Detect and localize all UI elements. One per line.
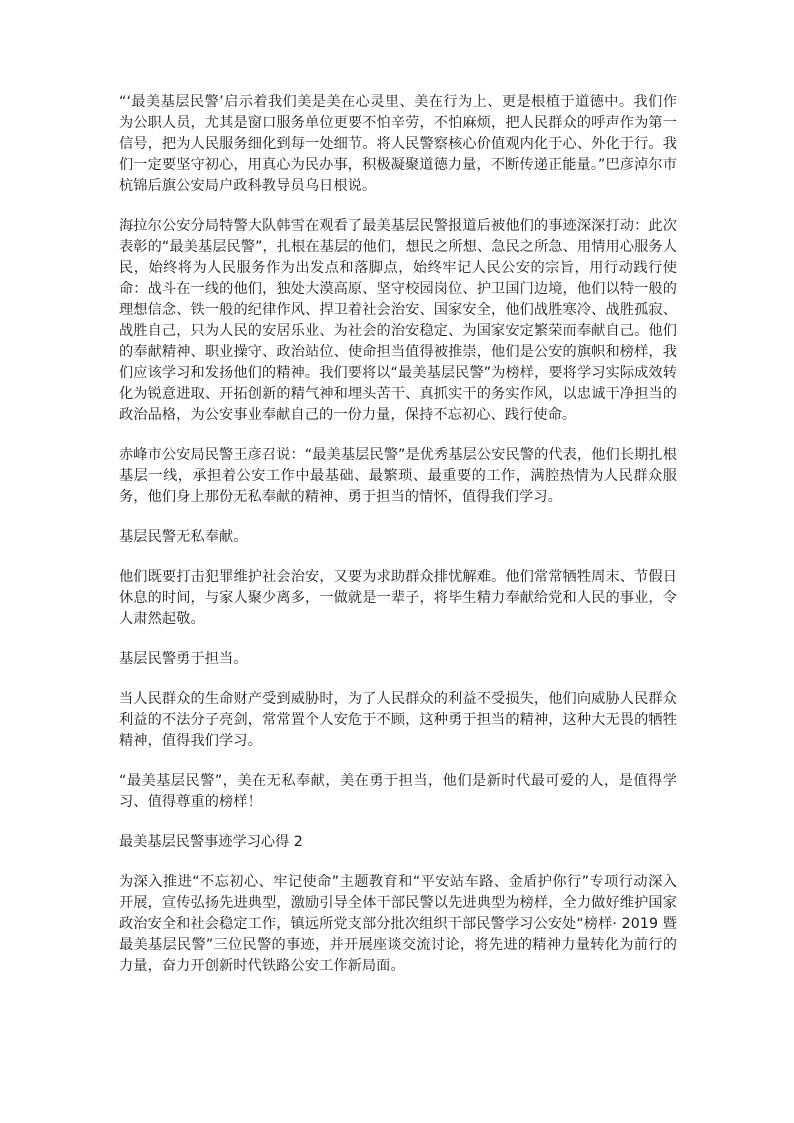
document-page	[119, 92, 677, 996]
paragraph-2: 海拉尔公安分局特警大队韩雪在观看了最美基层民警报道后被他们的事迹深深打动：此次表彰的“最美基层民警”，扎根在基层的他们，想民之所想、急民之所急、用情用心服务人民，始终将为人民服务作为出发点和落脚点，始终牢记人民公安的宗旨，用行动践行使命：战斗在一线的他们，独处大漠高原、坚守校园岗位、护卫国门边境，他们以特一般的理想信念、铁一般的纪律作风、捍卫着社会治安、国家安全，他们战胜寒冷、战胜孤寂、战胜自己，只为人民的安居乐业、为社会的治安稳定、为国家安定繁荣而奉献自己。他们的奉献精神、职业操守、政治站位、使命担当值得被推崇，他们是公安的旗帜和榜样，我们应该学习和发扬他们的精神。我们要将以“最美基层民警”为榜样，要将学习实际成效转化为锐意进取、开拓创新的精气神和埋头苦干、真抓实干的务实作风，以忠诚干净担当的政治品格，为公安事业奉献自己的一份力量，保持不忘初心、践行使命。	[119, 218, 677, 423]
paragraph-8: “最美基层民警”，美在无私奉献，美在勇于担当，他们是新时代最可爱的人，是值得学习、值得尊重的榜样！	[119, 773, 677, 810]
section-heading: 最美基层民警事迹学习心得 2	[119, 834, 303, 850]
paragraph-9: 为深入推进“不忘初心、牢记使命”主题教育和“平安站车路、金盾护你行”专项行动深入开展，宣传弘扬先进典型，激励引导全体干部民警以先进典型为榜样，全力做好维护国家政治安全和社会稳定工作，镇远所党支部分批次组织干部民警学习公安处“榜样· 2019 暨最美基层民警”三位民警的事迹，并开展座谈交流讨论，将先进的精神力量转化为前行的力量，奋力开创新时代铁路公安工作新局面。	[119, 874, 677, 974]
paragraph-3: 赤峰市公安局民警王彦召说：“最美基层民警”是优秀基层公安民警的代表，他们长期扎根基层一线，承担着公安工作中最基础、最繁琐、最重要的工作，满腔热情为人民群众服务，他们身上那份无私奉献的精神、勇于担当的情怀，值得我们学习。	[119, 447, 677, 505]
paragraph-1: “‘最美基层民警’启示着我们美是美在心灵里、美在行为上、更是根植于道德中。我们作为公职人员，尤其是窗口服务单位更要不怕辛劳，不怕麻烦，把人民群众的呼声作为第一信号，把为人民服务细化到每一处细节。将人民警察核心价值观内化于心、外化于行。我们一定要坚守初心，用真心为民办事，积极凝聚道德力量，不断传递正能量。”巴彦淖尔市杭锦后旗公安局户政科教导员乌日根说。	[119, 94, 677, 194]
paragraph-4: 基层民警无私奉献。	[119, 529, 248, 545]
paragraph-5: 他们既要打击犯罪维护社会治安，又要为求助群众排忧解难。他们常常牺牲周末、节假日休息的时间，与家人聚少离多，一做就是一辈子，将毕生精力奉献给党和人民的事业，令人肃然起敬。	[119, 569, 677, 627]
paragraph-6: 基层民警勇于担当。	[119, 651, 248, 667]
paragraph-7: 当人民群众的生命财产受到威胁时，为了人民群众的利益不受损失，他们向威胁人民群众利益的不法分子亮剑，常常置个人安危于不顾，这种勇于担当的精神，这种大无畏的牺牲精神，值得我们学习。	[119, 691, 677, 749]
